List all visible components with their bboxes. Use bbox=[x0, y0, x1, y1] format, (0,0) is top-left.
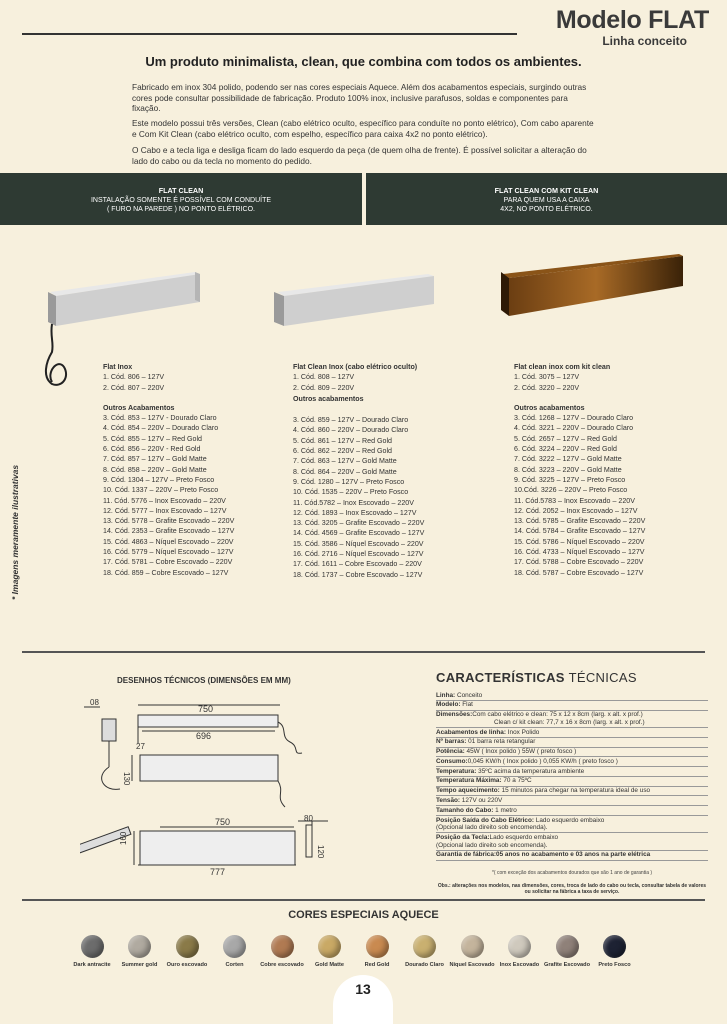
list-item: 9. Cód. 3225 – 127V – Preto Fosco bbox=[514, 475, 626, 484]
list-item: 8. Cód. 3223 – 220V – Gold Matte bbox=[514, 465, 622, 474]
list-item: 8. Cód. 858 – 220V – Gold Matte bbox=[103, 465, 207, 474]
spec-row bbox=[436, 851, 708, 861]
spec-label: Dimensões: bbox=[436, 711, 473, 719]
color-swatch bbox=[413, 935, 436, 958]
spec-label: Nº barras: bbox=[436, 738, 467, 746]
dim-130: 130 bbox=[122, 772, 131, 786]
section-divider bbox=[22, 899, 705, 901]
color-swatch bbox=[176, 935, 199, 958]
list-item: 4. Cód. 854 – 220V – Dourado Claro bbox=[103, 424, 219, 433]
intro-paragraph-3: O Cabo e a tecla liga e desliga ficam do lado esquerdo da peça (de quem olha de frente). É possível solicitar a alteração do lado do cabo ou da tecla no momento do pedido. bbox=[132, 145, 587, 166]
list-item: 5. Cód. 855 – 127V – Red Gold bbox=[103, 434, 202, 443]
spec-row bbox=[436, 691, 708, 701]
spec-row bbox=[436, 777, 708, 787]
spec-label: Potência: bbox=[436, 748, 465, 756]
list-item: 17. Cód. 1611 – Cobre Escovado – 220V bbox=[293, 560, 422, 569]
column-title: Flat Clean Inox (cabo elétrico oculto) bbox=[293, 363, 418, 371]
spec-label: Tensão: bbox=[436, 797, 461, 804]
side-note: * Imagens meramente ilustrativas bbox=[10, 464, 20, 600]
obs-note: Obs.: alterações nos modelos, nas dimensões, cores, troca de lado do cabo ou tecla, consultar tabela de valores ou solicitar na fábrica a taxa de serviço. bbox=[437, 883, 707, 895]
color-swatch bbox=[271, 935, 294, 958]
color-label: Grafite Escovado bbox=[543, 962, 590, 968]
spec-row bbox=[436, 748, 708, 758]
list-item: 13. Cód. 3205 – Grafite Escovado – 220V bbox=[293, 519, 425, 528]
list-item: 15. Cód. 4863 – Níquel Escovado – 220V bbox=[103, 537, 234, 546]
spec-label: Tamanho do Cabo: bbox=[436, 806, 494, 814]
list-item: 12. Cód. 5777 – Inox Escovado – 127V bbox=[103, 506, 227, 515]
dim-777: 777 bbox=[210, 867, 226, 877]
spec-label: Tempo aquecimento: bbox=[436, 787, 500, 795]
list-item: 14. Cód. 2353 – Grafite Escovado – 127V bbox=[103, 527, 235, 536]
list-item: 13. Cód. 5785 – Grafite Escovado – 220V bbox=[514, 517, 646, 526]
list-item: 4. Cód. 3221 – 220V – Dourado Claro bbox=[514, 424, 634, 433]
list-item: 16. Cód. 2716 – Níquel Escovado – 127V bbox=[293, 550, 424, 559]
spec-label: Posição da Tecla: bbox=[436, 833, 490, 841]
dim-750b: 750 bbox=[215, 817, 231, 827]
list-item: 18. Cód. 1737 – Cobre Escovado – 127V bbox=[293, 570, 423, 579]
spec-value: Conceito bbox=[455, 691, 483, 699]
spec-row bbox=[436, 757, 708, 767]
title-rule bbox=[22, 33, 517, 35]
list-item: 3. Cód. 853 – 127V - Dourado Claro bbox=[103, 414, 217, 423]
drawings-title: DESENHOS TÉCNICOS (DIMENSÕES EM MM) bbox=[117, 676, 291, 685]
spec-value: 15 minutos para chegar na temperatura ideal de uso bbox=[499, 787, 651, 795]
list-item: 7. Cód. 857 – 127V – Gold Matte bbox=[103, 455, 207, 464]
dim-27: 27 bbox=[136, 742, 145, 751]
color-label: Cobre escovado bbox=[260, 962, 304, 968]
spec-row bbox=[436, 767, 708, 777]
list-item: 16. Cód. 5779 – Níquel Escovado – 127V bbox=[103, 548, 234, 557]
technical-drawing bbox=[80, 697, 420, 877]
list-item: 5. Cód. 2657 – 127V – Red Gold bbox=[514, 434, 617, 443]
characteristics-title-light: TÉCNICAS bbox=[568, 670, 637, 685]
list-item: 7. Cód. 3222 – 127V – Gold Matte bbox=[514, 455, 622, 464]
list-item: 14. Cód. 4569 – Grafite Escovado – 127V bbox=[293, 529, 425, 538]
headline: Um produto minimalista, clean, que combina com todos os ambientes. bbox=[145, 54, 582, 69]
spec-row bbox=[436, 738, 708, 748]
spec-row bbox=[436, 796, 708, 806]
page-title: Modelo FLAT bbox=[555, 6, 709, 34]
list-item: 17. Cód. 5788 – Cobre Escovado – 220V bbox=[514, 558, 644, 567]
color-label: Preto Fosco bbox=[598, 962, 631, 968]
list-item: 3. Cód. 859 – 127V – Dourado Claro bbox=[293, 416, 409, 425]
spec-row bbox=[436, 806, 708, 816]
spec-extra: Clean c/ kit clean: 77,7 x 16 x 8cm (larg. x alt. x prof.) bbox=[494, 718, 645, 726]
spec-row bbox=[436, 833, 708, 850]
list-item: 5. Cód. 861 – 127V – Red Gold bbox=[293, 436, 392, 445]
list-item: 18. Cód. 859 – Cobre Escovado – 127V bbox=[103, 568, 229, 577]
color-label: Dourado Claro bbox=[405, 962, 444, 968]
color-swatch bbox=[128, 935, 151, 958]
color-label: Níquel Escovado bbox=[449, 962, 495, 968]
spec-label: Linha: bbox=[436, 691, 456, 699]
warranty-footnote: *( com exceção dos acabamentos dourados que são 1 ano de garantia ) bbox=[491, 870, 653, 876]
spec-label: Temperatura: bbox=[436, 767, 477, 775]
page-number: 13 bbox=[333, 975, 393, 1024]
color-label: Dark antracite bbox=[73, 962, 111, 968]
spec-value: 05 anos no acabamento e 03 anos na parte elétrica bbox=[496, 851, 651, 859]
spec-row bbox=[436, 728, 708, 738]
color-swatch bbox=[603, 935, 626, 958]
colors-title: CORES ESPECIAIS AQUECE bbox=[288, 909, 439, 921]
spec-row bbox=[436, 711, 708, 728]
list-item: 9. Cód. 1280 – 127V – Preto Fosco bbox=[293, 477, 405, 486]
flat-inox-list bbox=[103, 362, 278, 578]
color-label: Gold Matte bbox=[315, 962, 344, 968]
spec-value: Inox Polido bbox=[505, 728, 540, 736]
spec-value: Lado esquerdo embaixo bbox=[489, 833, 559, 841]
list-item: 2. Cód. 807 – 220V bbox=[103, 383, 165, 392]
intro-paragraph-2: Este modelo possui três versões, Clean (cabo elétrico oculto, específico para conduíte no ponto elétrico), Com cabo aparente e Com Kit Clean (cabo elétrico oculto, com espelho, específico para caixa 4x2 no ponto elétrico). bbox=[132, 118, 594, 139]
list-item: 10. Cód. 1535 – 220V – Preto Fosco bbox=[293, 488, 409, 497]
spec-label: Garantia de fábrica: bbox=[436, 851, 497, 859]
dim-160: 160 bbox=[119, 831, 128, 845]
column-subtitle: Outros acabamentos bbox=[514, 403, 585, 412]
spec-value: 1 metro bbox=[493, 806, 517, 814]
spec-value: Lado esquerdo embaixo bbox=[534, 816, 605, 824]
color-swatch bbox=[366, 935, 389, 958]
characteristics-title bbox=[436, 670, 637, 685]
spec-label: Acabamentos de linha: bbox=[436, 728, 506, 736]
spec-value: 45W ( Inox polido ) 55W ( preto fosco ) bbox=[464, 748, 577, 756]
spec-value: 01 barra reta retangular bbox=[466, 738, 536, 746]
list-item: 10. Cód. 1337 – 220V – Preto Fosco bbox=[103, 486, 219, 495]
color-label: Summer gold bbox=[121, 962, 158, 968]
list-item: 6. Cód. 3224 – 220V – Red Gold bbox=[514, 445, 617, 454]
list-item: 2. Cód. 3220 – 220V bbox=[514, 383, 580, 392]
color-swatch bbox=[318, 935, 341, 958]
dim-750a: 750 bbox=[198, 704, 214, 714]
dim-120: 120 bbox=[316, 845, 325, 859]
list-item: 8. Cód. 864 – 220V – Gold Matte bbox=[293, 467, 397, 476]
page-subtitle: Linha conceito bbox=[602, 34, 687, 48]
color-label: Ouro escovado bbox=[166, 962, 208, 968]
kit-clean-band bbox=[366, 173, 727, 225]
spec-row bbox=[436, 701, 708, 711]
list-item: 16. Cód. 4733 – Níquel Escovado – 127V bbox=[514, 548, 645, 557]
band-line: ( FURO NA PAREDE ) NO PONTO ELÉTRICO. bbox=[107, 206, 255, 213]
list-item: 11. Cód.5782 – Inox Escovado – 220V bbox=[293, 498, 414, 507]
list-item: 4. Cód. 860 – 220V – Dourado Claro bbox=[293, 426, 409, 435]
dim-08: 08 bbox=[90, 698, 99, 707]
flat-clean-image bbox=[268, 270, 448, 330]
color-swatch bbox=[508, 935, 531, 958]
spec-label: Posição Saída do Cabo Elétrico: bbox=[436, 816, 535, 824]
list-item: 2. Cód. 809 – 220V bbox=[293, 383, 355, 392]
list-item: 11. Cód. 5776 – Inox Escovado – 220V bbox=[103, 496, 226, 505]
color-label: Inox Escovado bbox=[499, 962, 540, 968]
list-item: 14. Cód. 5784 – Grafite Escovado – 127V bbox=[514, 527, 646, 536]
spec-table bbox=[436, 691, 708, 861]
intro-paragraph-1: Fabricado em inox 304 polido, podendo ser nas cores especiais Aquece. Além dos acabamentos especiais, surgindo outras cores pode consultar possibilidade de fabricação. Produto 100% inox, inclusive parafusos, soldas e componentes para fixação. bbox=[132, 82, 587, 113]
list-item: 3. Cód. 1268 – 127V – Dourado Claro bbox=[514, 414, 634, 423]
list-item: 15. Cód. 5786 – Níquel Escovado – 220V bbox=[514, 537, 645, 546]
color-swatch bbox=[81, 935, 104, 958]
list-item: 13. Cód. 5778 – Grafite Escovado – 220V bbox=[103, 517, 235, 526]
color-label: Corten bbox=[225, 962, 244, 968]
dim-696: 696 bbox=[196, 731, 212, 741]
list-item: 1. Cód. 808 – 127V bbox=[293, 373, 355, 382]
list-item: 12. Cód. 1893 – Inox Escovado – 127V bbox=[293, 508, 417, 517]
list-item: 1. Cód. 806 – 127V bbox=[103, 373, 165, 382]
color-label: Red Gold bbox=[364, 962, 390, 968]
spec-value: Com cabo elétrico e clean: 75 x 12 x 8cm (larg. x alt. x prof.) bbox=[472, 711, 643, 719]
list-item: 9. Cód. 1304 – 127V – Preto Fosco bbox=[103, 475, 215, 484]
section-divider bbox=[22, 651, 705, 653]
kit-clean-image bbox=[495, 250, 690, 330]
spec-value: 0,045 KW/h ( Inox polido ) 0,055 KW/h ( preto fosco ) bbox=[467, 757, 618, 765]
spec-value: 127V ou 220V bbox=[460, 797, 503, 804]
column-title: Flat clean inox com kit clean bbox=[514, 363, 611, 371]
spec-value: 70 a 75ºC bbox=[501, 777, 532, 785]
spec-label: Temperatura Máxima: bbox=[436, 777, 502, 785]
list-item: 7. Cód. 863 – 127V – Gold Matte bbox=[293, 457, 397, 466]
band-title: FLAT CLEAN COM KIT CLEAN bbox=[494, 186, 599, 195]
spec-value: 35ºC acima da temperatura ambiente bbox=[476, 767, 585, 775]
band-line: 4X2, NO PONTO ELÉTRICO. bbox=[500, 206, 593, 213]
color-swatch bbox=[556, 935, 579, 958]
list-item: 11. Cód.5783 – Inox Escovado – 220V bbox=[514, 496, 635, 505]
list-item: 1. Cód. 3075 – 127V bbox=[514, 373, 580, 382]
list-item: 10.Cód. 3226 – 220V – Preto Fosco bbox=[514, 486, 628, 495]
band-line: INSTALAÇÃO SOMENTE É POSSÍVEL COM CONDUÍTE bbox=[90, 197, 272, 204]
spec-value: Flat bbox=[460, 701, 473, 709]
spec-extra: (Opcional lado direito sob encomenda). bbox=[436, 841, 548, 849]
color-swatch bbox=[223, 935, 246, 958]
list-item: 18. Cód. 5787 – Cobre Escovado – 127V bbox=[514, 568, 644, 577]
column-title: Flat Inox bbox=[103, 363, 133, 371]
kit-clean-list bbox=[514, 362, 704, 578]
list-item: 15. Cód. 3586 – Níquel Escovado – 220V bbox=[293, 539, 424, 548]
flat-clean-list bbox=[293, 362, 483, 580]
column-subtitle: Outros Acabamentos bbox=[103, 403, 175, 412]
spec-extra: (Opcional lado direito sob encomenda). bbox=[436, 824, 548, 832]
list-item: 6. Cód. 856 – 220V - Red Gold bbox=[103, 445, 201, 454]
spec-label: Consumo: bbox=[436, 757, 468, 765]
flat-clean-band bbox=[0, 173, 362, 225]
characteristics-title-bold: CARACTERÍSTICAS bbox=[436, 670, 565, 685]
list-item: 17. Cód. 5781 – Cobre Escovado – 220V bbox=[103, 558, 233, 567]
band-line: PARA QUEM USA A CAIXA bbox=[503, 197, 590, 204]
column-subtitle: Outros acabamentos bbox=[293, 394, 364, 403]
spec-row bbox=[436, 787, 708, 797]
color-swatch bbox=[461, 935, 484, 958]
list-item: 12. Cód. 2052 – Inox Escovado – 127V bbox=[514, 506, 638, 515]
list-item: 6. Cód. 862 – 220V – Red Gold bbox=[293, 447, 392, 456]
dim-80: 80 bbox=[304, 814, 313, 823]
band-title: FLAT CLEAN bbox=[158, 186, 204, 195]
spec-row bbox=[436, 816, 708, 833]
spec-label: Modelo: bbox=[436, 701, 461, 709]
